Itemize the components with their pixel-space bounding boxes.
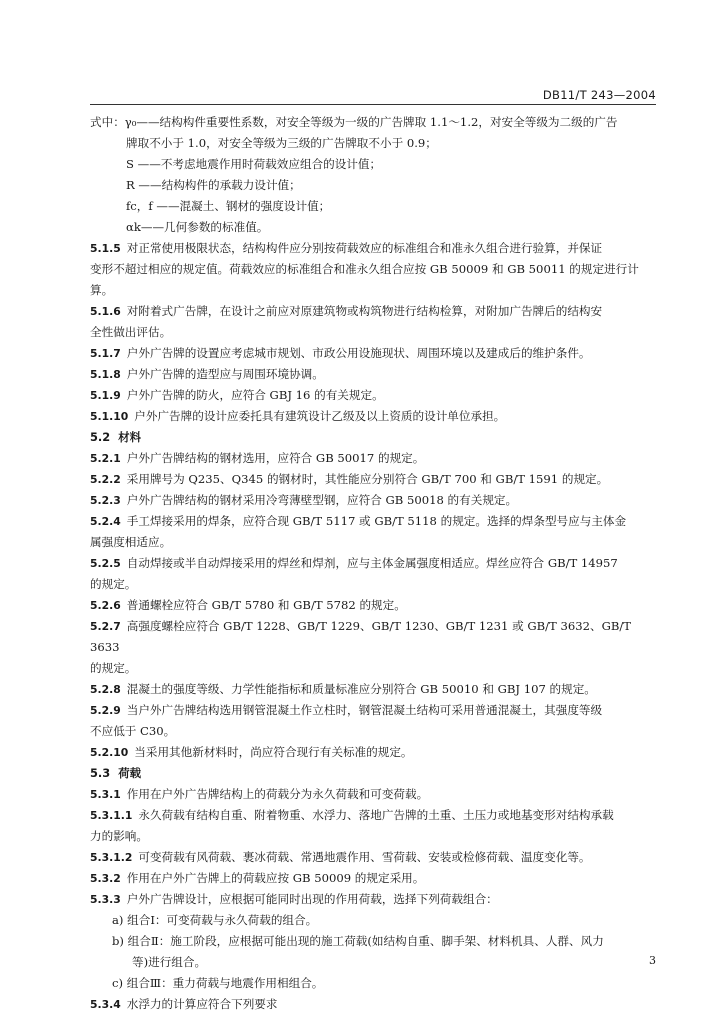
clause-number: 5.2.10 (90, 746, 129, 759)
clause-5-2-6 (90, 595, 656, 616)
clause-5-3-1 (90, 784, 656, 805)
list-text: 组合Ⅰ：可变荷载与永久荷载的组合。 (127, 913, 318, 927)
clause-5-2-3 (90, 490, 656, 511)
page-number: 3 (649, 954, 656, 967)
clause-5-1-10 (90, 406, 656, 427)
clause-text: 作用在户外广告牌上的荷载应按 GB 50009 的规定采用。 (126, 871, 425, 885)
clause-5-1-5 (90, 238, 656, 301)
clause-text: 采用牌号为 Q235、Q345 的钢材时，其性能应分别符合 GB/T 700 和 GB/T 1591 的规定。 (126, 472, 609, 486)
clause-number: 5.3.4 (90, 998, 121, 1011)
clause-5-3-4 (90, 994, 656, 1015)
clause-text: 的规定。 (90, 661, 137, 675)
section-heading-5-2 (90, 427, 656, 448)
formula-definition: αk——几何参数的标准值。 (126, 220, 269, 234)
clause-number: 5.2.7 (90, 620, 121, 633)
clause-number: 5.3.1.1 (90, 809, 133, 822)
clause-text: 当户外广告牌结构选用钢管混凝土作立柱时，钢管混凝土结构可采用普通混凝土，其强度等级 (126, 703, 603, 717)
clause-text: 高强度螺栓应符合 GB/T 1228、GB/T 1229、GB/T 1230、GB/T 1231 或 GB/T 3632、GB/T 3633 (90, 619, 631, 654)
clause-text: 可变荷载有风荷载、裹冰荷载、常遇地震作用、雪荷载、安装或检修荷载、温度变化等。 (138, 850, 591, 864)
section-title: 材料 (118, 430, 141, 444)
clause-number: 5.1.9 (90, 389, 121, 402)
list-marker: c) (112, 976, 124, 990)
clause-text: 自动焊接或半自动焊接采用的焊丝和焊剂，应与主体金属强度相适应。焊丝应符合 GB/T 14957 (126, 556, 618, 570)
clause-5-2-5 (90, 553, 656, 595)
section-number: 5.2 (90, 430, 111, 444)
clause-number: 5.1.7 (90, 347, 121, 360)
clause-text: 户外广告牌的防火，应符合 GBJ 16 的有关规定。 (126, 388, 384, 402)
formula-definition: fc，f ——混凝土、钢材的强度设计值； (126, 199, 331, 213)
clause-number: 5.2.8 (90, 683, 121, 696)
clause-text: 当采用其他新材料时，尚应符合现行有关标准的规定。 (134, 745, 413, 759)
clause-text: 户外广告牌设计，应根据可能同时出现的作用荷载，选择下列荷载组合： (126, 892, 498, 906)
formula-note-first (90, 112, 656, 133)
clause-text: 水浮力的计算应符合下列要求 (126, 997, 278, 1011)
section-number: 5.3 (90, 766, 111, 780)
clause-text: 作用在户外广告牌结构上的荷载分为永久荷载和可变荷载。 (126, 787, 429, 801)
clause-number: 5.3.2 (90, 872, 121, 885)
clause-number: 5.3.1 (90, 788, 121, 801)
list-marker: a) (112, 913, 124, 927)
clause-text: 普通螺栓应符合 GB/T 5780 和 GB/T 5782 的规定。 (126, 598, 406, 612)
clause-5-3-2 (90, 868, 656, 889)
clause-text: 不应低于 C30。 (90, 724, 176, 738)
clause-5-2-7 (90, 616, 656, 679)
section-title: 荷载 (118, 766, 141, 780)
clause-5-1-6 (90, 301, 656, 343)
clause-number: 5.2.1 (90, 452, 121, 465)
list-text: 组合Ⅲ：重力荷载与地震作用相组合。 (126, 976, 324, 990)
clause-text: 算。 (90, 283, 114, 297)
clause-5-3-1-1 (90, 805, 656, 847)
clause-number: 5.1.10 (90, 410, 129, 423)
clause-number: 5.3.1.2 (90, 851, 133, 864)
clause-number: 5.1.5 (90, 242, 121, 255)
clause-number: 5.2.3 (90, 494, 121, 507)
formula-note-label: 式中： (90, 115, 125, 129)
list-marker: b) (112, 934, 124, 948)
clause-text: 手工焊接采用的焊条，应符合现 GB/T 5117 或 GB/T 5118 的规定。选择的焊条型号应与主体金 (126, 514, 627, 528)
clause-text: 户外广告牌结构的钢材采用冷弯薄壁型钢，应符合 GB 50018 的有关规定。 (126, 493, 518, 507)
clause-text: 的规定。 (90, 577, 137, 591)
clause-5-3-3 (90, 889, 656, 910)
clause-number: 5.2.5 (90, 557, 121, 570)
clause-5-2-2 (90, 469, 656, 490)
formula-note-text: γ₀——结构构件重要性系数，对安全等级为一级的广告牌取 1.1～1.2，对安全等级为二级的广告 (124, 115, 618, 129)
clause-text: 属强度相适应。 (90, 535, 172, 549)
clause-number: 5.3.3 (90, 893, 121, 906)
clause-number: 5.2.6 (90, 599, 121, 612)
clause-5-1-7 (90, 343, 656, 364)
list-text: 等)进行组合。 (132, 955, 207, 969)
clause-5-2-8 (90, 679, 656, 700)
clause-text: 永久荷载有结构自重、附着物重、水浮力、落地广告牌的土重、土压力或地基变形对结构承载 (138, 808, 614, 822)
clause-5-2-4 (90, 511, 656, 553)
clause-5-2-10 (90, 742, 656, 763)
formula-definition: S ——不考虑地震作用时荷载效应组合的设计值； (126, 157, 382, 171)
clause-text: 对正常使用极限状态，结构构件应分别按荷载效应的标准组合和准永久组合进行验算，并保证 (126, 241, 603, 255)
clause-number: 5.1.6 (90, 305, 121, 318)
clause-text: 变形不超过相应的规定值。荷载效应的标准组合和准永久组合应按 GB 50009 和 GB 50011 的规定进行计 (90, 262, 639, 276)
header-rule (90, 104, 656, 105)
clause-text: 户外广告牌的设计应委托具有建筑设计乙级及以上资质的设计单位承担。 (134, 409, 506, 423)
list-item-b (90, 931, 656, 973)
clause-text: 对附着式广告牌，在设计之前应对原建筑物或构筑物进行结构检算，对附加广告牌后的结构安 (126, 304, 603, 318)
clause-5-1-8 (90, 364, 656, 385)
document-code: DB11/T 243—2004 (542, 88, 656, 102)
formula-note-continuation: 牌取不小于 1.0，对安全等级为三级的广告牌取不小于 0.9； (126, 136, 437, 150)
formula-definition: R ——结构构件的承载力设计值； (126, 178, 301, 192)
list-item-c (90, 973, 656, 994)
clause-text: 户外广告牌的造型应与周围环境协调。 (126, 367, 324, 381)
list-item-a (90, 910, 656, 931)
clause-text: 户外广告牌的设置应考虑城市规划、市政公用设施现状、周围环境以及建成后的维护条件。 (126, 346, 591, 360)
list-text: 组合Ⅱ：施工阶段，应根据可能出现的施工荷载(如结构自重、脚手架、材料机具、人群、风力 (127, 934, 604, 948)
clause-5-1-9 (90, 385, 656, 406)
clause-5-3-1-2 (90, 847, 656, 868)
clause-text: 户外广告牌结构的钢材选用，应符合 GB 50017 的规定。 (126, 451, 425, 465)
clause-number: 5.1.8 (90, 368, 121, 381)
clause-number: 5.2.2 (90, 473, 121, 486)
clause-5-2-9 (90, 700, 656, 742)
clause-5-2-1 (90, 448, 656, 469)
clause-number: 5.2.4 (90, 515, 121, 528)
formula-definitions (90, 154, 656, 238)
section-heading-5-3 (90, 763, 656, 784)
clause-text: 混凝土的强度等级、力学性能指标和质量标准应分别符合 GB 50010 和 GBJ 107 的规定。 (126, 682, 596, 696)
clause-text: 力的影响。 (90, 829, 148, 843)
page-content (90, 112, 656, 1015)
clause-text: 全性做出评估。 (90, 325, 172, 339)
clause-number: 5.2.9 (90, 704, 121, 717)
